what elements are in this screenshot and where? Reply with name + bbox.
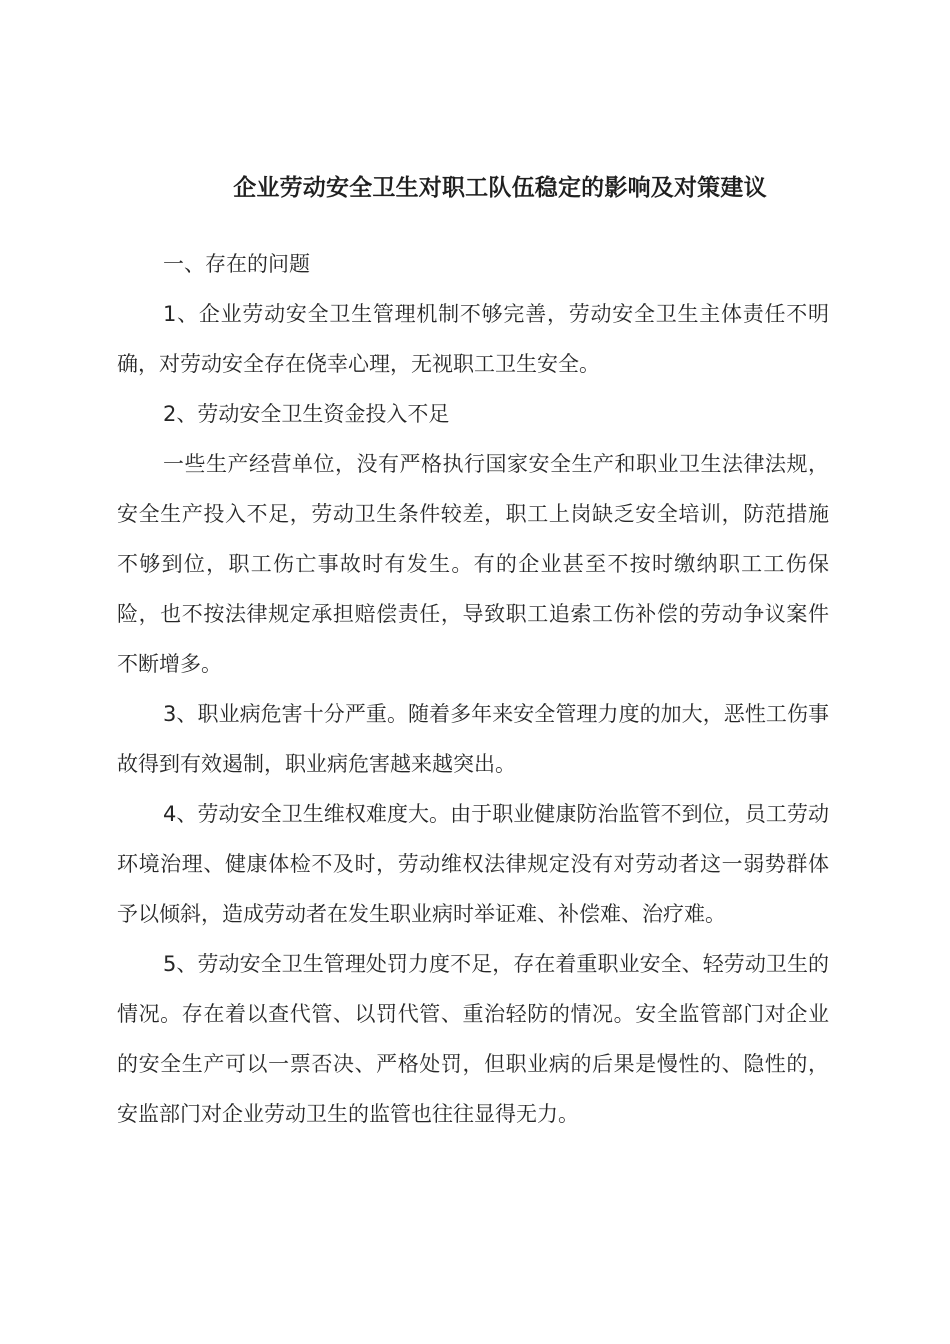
- document-title: 企业劳动安全卫生对职工队伍稳定的影响及对策建议: [233, 175, 767, 201]
- paragraph-item-2-heading: 2、劳动安全卫生资金投入不足: [163, 402, 450, 426]
- paragraph-item-2-body: 一些生产经营单位，没有严格执行国家安全生产和职业卫生法律法规，安全生产投入不足，劳动卫生条件较差，职工上岗缺乏安全培训，防范措施不够到位，职工伤亡事故时有发生。有的企业甚至不按时缴纳职工工伤保险，也不按法律规定承担赔偿责任，导致职工追索工伤补偿的劳动争议案件不断增多。: [117, 452, 829, 676]
- paragraph-item-4: 4、劳动安全卫生维权难度大。由于职业健康防治监管不到位，员工劳动环境治理、健康体检不及时，劳动维权法律规定没有对劳动者这一弱势群体予以倾斜，造成劳动者在发生职业病时举证难、补偿难、治疗难。: [117, 802, 829, 926]
- paragraph-item-3: 3、职业病危害十分严重。随着多年来安全管理力度的加大，恶性工伤事故得到有效遏制，职业病危害越来越突出。: [117, 702, 829, 776]
- paragraph-item-1: 1、企业劳动安全卫生管理机制不够完善，劳动安全卫生主体责任不明确，对劳动安全存在侥幸心理，无视职工卫生安全。: [117, 302, 829, 376]
- paragraph-item-5: 5、劳动安全卫生管理处罚力度不足，存在着重职业安全、轻劳动卫生的情况。存在着以查代管、以罚代管、重治轻防的情况。安全监管部门对企业的安全生产可以一票否决、严格处罚，但职业病的后果是慢性的、隐性的，安监部门对企业劳动卫生的监管也往往显得无力。: [117, 952, 829, 1126]
- document-body: [117, 239, 829, 1139]
- section-heading-problems: 一、存在的问题: [163, 252, 310, 276]
